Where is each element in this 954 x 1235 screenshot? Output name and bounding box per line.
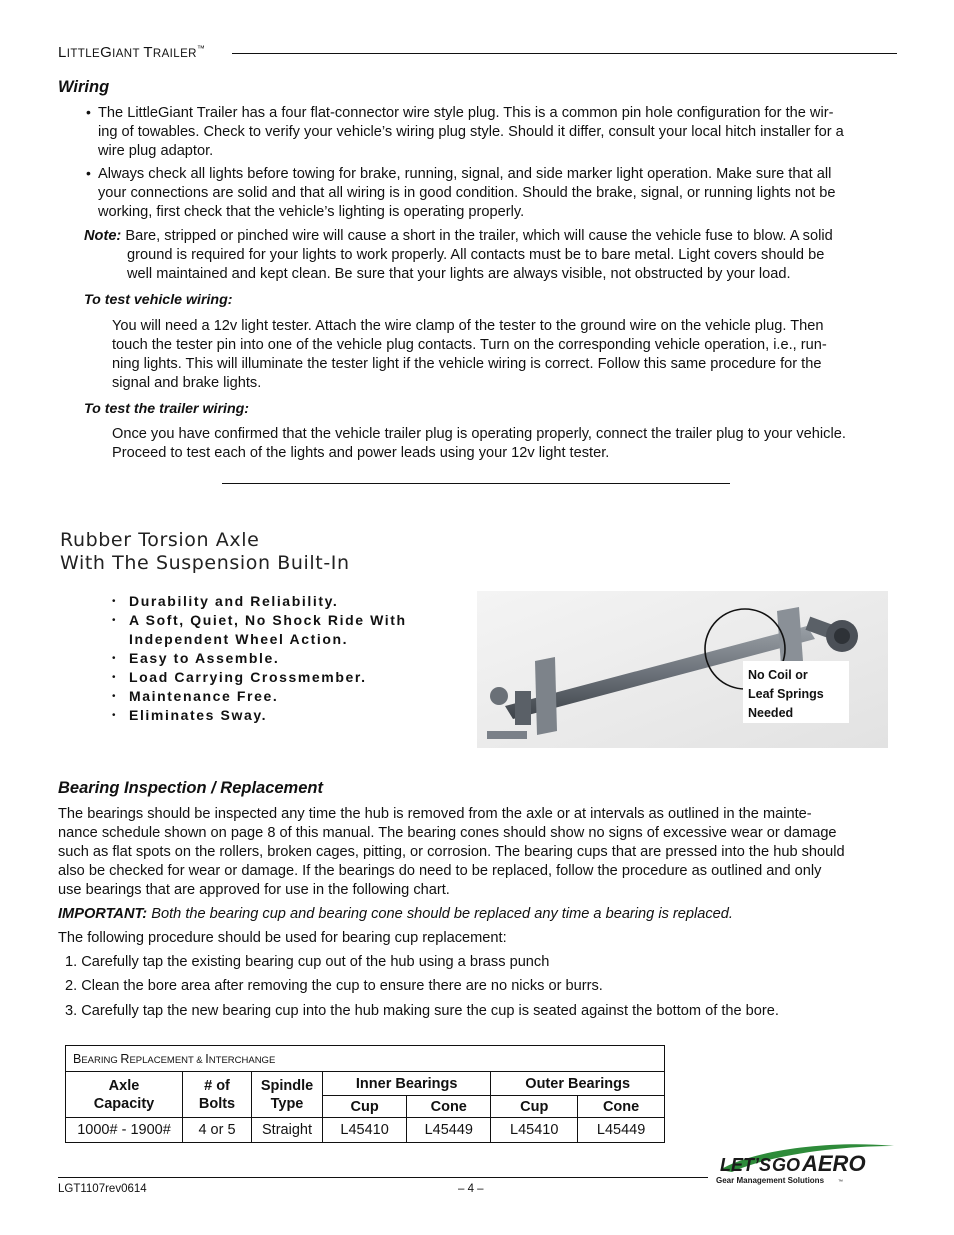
feature-text: Durability and Reliability. <box>129 593 339 609</box>
caption-rest: EPLACEMENT & <box>129 1054 206 1066</box>
feature-text: Independent Wheel Action. <box>129 631 349 647</box>
text-line: Bare, stripped or pinched wire will cause a short in the trailer, which will cause the vehicle fuse to blow. A solid <box>121 228 833 244</box>
feature-text: A Soft, Quiet, No Shock Ride With <box>129 612 407 628</box>
text-line: wire plug adaptor. <box>98 143 214 159</box>
header-line: Bolts <box>198 1095 236 1112</box>
logo-lets: LET’S <box>720 1155 772 1175</box>
feature-item <box>112 668 407 687</box>
callout-line: Leaf Springs <box>748 687 824 701</box>
table-caption-row <box>66 1046 665 1072</box>
right-bracket <box>777 607 803 665</box>
table-caption <box>66 1046 665 1072</box>
bullet-dot: • <box>112 615 118 626</box>
header-line: Axle <box>108 1077 140 1094</box>
feature-text: Eliminates Sway. <box>129 707 268 723</box>
running-header <box>58 44 205 61</box>
text-line: ing of towables. Check to verify your vehicle’s wiring plug style. Should it differ, consult your local hitch installer for a <box>98 124 844 140</box>
bullet-dot: • <box>112 596 118 607</box>
text-line: Proceed to test each of the lights and power leads using your 12v light tester. <box>112 445 610 461</box>
trademark: ™ <box>196 44 206 53</box>
procedure-intro: The following procedure should be used for bearing cup replacement: <box>58 930 507 946</box>
text-line: The LittleGiant Trailer has a four flat-connector wire style plug. This is a common pin hole configuration for the wir- <box>98 105 834 121</box>
doc-id: LGT1107rev0614 <box>58 1183 147 1195</box>
header-line: Spindle <box>260 1077 314 1094</box>
header-outer-cone: Cone <box>578 1096 665 1118</box>
caption-rest: NTERCHANGE <box>208 1054 276 1066</box>
logo-tagline: Gear Management Solutions <box>716 1176 825 1185</box>
test-trailer-text <box>112 425 846 463</box>
text-line: well maintained and kept clean. Be sure that your lights are always visible, not obstructed by your load. <box>127 266 791 282</box>
bullet-dot: • <box>86 165 91 181</box>
logo-aero: AERO <box>802 1151 866 1176</box>
bullet-dot: • <box>112 691 118 702</box>
feature-item <box>112 687 407 706</box>
procedure-step: 1. Carefully tap the existing bearing cup out of the hub using a brass punch <box>65 954 550 970</box>
cell-bolts: 4 or 5 <box>183 1118 252 1143</box>
cell-outer-cup: L45410 <box>491 1118 578 1143</box>
hub-center <box>834 628 850 644</box>
text-line: nance schedule shown on page 8 of this manual. The bearing cones should show no signs of excessive wear or damage <box>58 825 837 841</box>
bullet-dot: • <box>86 104 91 120</box>
header-line: Type <box>270 1095 304 1112</box>
cell-axle-capacity: 1000# - 1900# <box>66 1118 183 1143</box>
letsgoaero-logo <box>712 1140 902 1190</box>
test-vehicle-heading: To test vehicle wiring: <box>84 292 233 308</box>
important-text: Both the bearing cup and bearing cone should be replaced any time a bearing is replaced. <box>147 906 733 922</box>
text-line: The bearings should be inspected any time the hub is removed from the axle or at intervals as outlined in the mainte- <box>58 806 812 822</box>
text-line: ground is required for your lights to work properly. All contacts must be to bare metal. Light covers should be <box>127 247 825 263</box>
text-line: ning lights. This will illuminate the tester light if the vehicle wiring is correct. Follow this same procedure for the <box>112 356 822 372</box>
logo-tm: ™ <box>838 1179 843 1185</box>
section-divider <box>222 483 730 484</box>
brand-rest-l: ITTLE <box>66 48 101 60</box>
important-note <box>58 905 733 924</box>
table-header-row <box>66 1072 665 1096</box>
axle-feature-list <box>112 592 407 725</box>
text-line: Once you have confirmed that the vehicle trailer plug is operating properly, connect the trailer plug to your vehicle. <box>112 426 846 442</box>
text-line: signal and brake lights. <box>112 375 262 391</box>
header-rule <box>232 53 897 54</box>
brand-rest-t: RAILER <box>152 48 197 60</box>
cell-outer-cone: L45449 <box>578 1118 665 1143</box>
test-vehicle-text <box>112 317 827 393</box>
feature-item <box>112 611 407 649</box>
header-bolts <box>183 1072 252 1118</box>
test-trailer-heading: To test the trailer wiring: <box>84 401 250 417</box>
text-line: working, first check that the vehicle’s lighting is operating properly. <box>98 204 525 220</box>
header-line: # of <box>204 1077 230 1094</box>
footer-rule <box>58 1177 708 1178</box>
callout-line: No Coil or <box>748 668 808 682</box>
wiring-bullet-1 <box>98 104 844 161</box>
header-inner-cup: Cup <box>323 1096 407 1118</box>
header-spindle-type <box>252 1072 323 1118</box>
torsion-axle-illustration <box>477 591 888 748</box>
page-number: – 4 – <box>458 1183 484 1195</box>
brand-initial-l: L <box>58 44 67 61</box>
brand-initial-g: G <box>100 44 113 61</box>
axle-heading <box>60 529 350 575</box>
header-line: Capacity <box>93 1095 155 1112</box>
caption-initial: B <box>73 1051 82 1066</box>
wiring-bullet-2 <box>98 165 835 222</box>
brand-rest-g: IANT <box>112 48 144 60</box>
procedure-step: 3. Carefully tap the new bearing cup into the hub making sure the cup is seated against the bottom of the bore. <box>65 1003 779 1019</box>
header-inner-bearings: Inner Bearings <box>323 1072 491 1096</box>
text-line: your connections are solid and that all wiring is in good condition. Should the brake, signal, or running lights not be <box>98 185 836 201</box>
cell-inner-cup: L45410 <box>323 1118 407 1143</box>
text-line: Always check all lights before towing for brake, running, signal, and side marker light operation. Make sure that all <box>98 166 832 182</box>
header-axle-capacity <box>66 1072 183 1118</box>
wiring-note <box>84 227 833 284</box>
feature-item <box>112 706 407 725</box>
wiring-heading: Wiring <box>58 78 110 96</box>
feature-text: Easy to Assemble. <box>129 650 280 666</box>
axle-heading-line: Rubber Torsion Axle <box>60 529 260 551</box>
table-row <box>66 1118 665 1143</box>
important-label: IMPORTANT: <box>58 906 148 922</box>
feature-item <box>112 649 407 668</box>
bullet-dot: • <box>112 710 118 721</box>
caption-rest: EARING <box>81 1054 121 1066</box>
text-line: You will need a 12v light tester. Attach the wire clamp of the tester to the ground wire on the vehicle plug. Then <box>112 318 824 334</box>
header-outer-bearings: Outer Bearings <box>491 1072 665 1096</box>
bullet-dot: • <box>112 653 118 664</box>
header-inner-cone: Cone <box>407 1096 491 1118</box>
feature-item <box>112 592 407 611</box>
bearing-heading: Bearing Inspection / Replacement <box>58 779 323 797</box>
text-line: use bearings that are approved for use in the following chart. <box>58 882 450 898</box>
logo-go: GO <box>772 1155 801 1175</box>
text-line: such as flat spots on the rollers, broken cages, pitting, or corrosion. The bearing cups that are pressed into the hub should <box>58 844 845 860</box>
bullet-dot: • <box>112 672 118 683</box>
header-outer-cup: Cup <box>491 1096 578 1118</box>
left-bracket <box>535 657 557 735</box>
left-spindle <box>487 731 527 739</box>
feature-text: Load Carrying Crossmember. <box>129 669 367 685</box>
callout-line: Needed <box>748 706 794 720</box>
axle-callout-text <box>748 666 824 723</box>
left-torsion-arm <box>515 691 531 725</box>
left-hub-cap <box>490 687 508 705</box>
text-line: also be checked for wear or damage. If the bearings do need to be replaced, follow the procedure as outlined and only <box>58 863 822 879</box>
text-line: touch the tester pin into one of the vehicle plug contacts. Turn on the corresponding vehicle operation, i.e., run- <box>112 337 827 353</box>
note-label: Note: <box>84 228 122 244</box>
brand-initial-t: T <box>143 44 153 61</box>
caption-initial: I <box>205 1051 209 1066</box>
bearing-table <box>65 1045 665 1143</box>
feature-text: Maintenance Free. <box>129 688 279 704</box>
axle-heading-line: With The Suspension Built-In <box>60 552 350 574</box>
procedure-step: 2. Clean the bore area after removing the cup to ensure there are no nicks or burrs. <box>65 978 603 994</box>
cell-inner-cone: L45449 <box>407 1118 491 1143</box>
caption-initial: R <box>120 1051 130 1066</box>
bearing-paragraph <box>58 805 845 900</box>
cell-spindle-type: Straight <box>252 1118 323 1143</box>
